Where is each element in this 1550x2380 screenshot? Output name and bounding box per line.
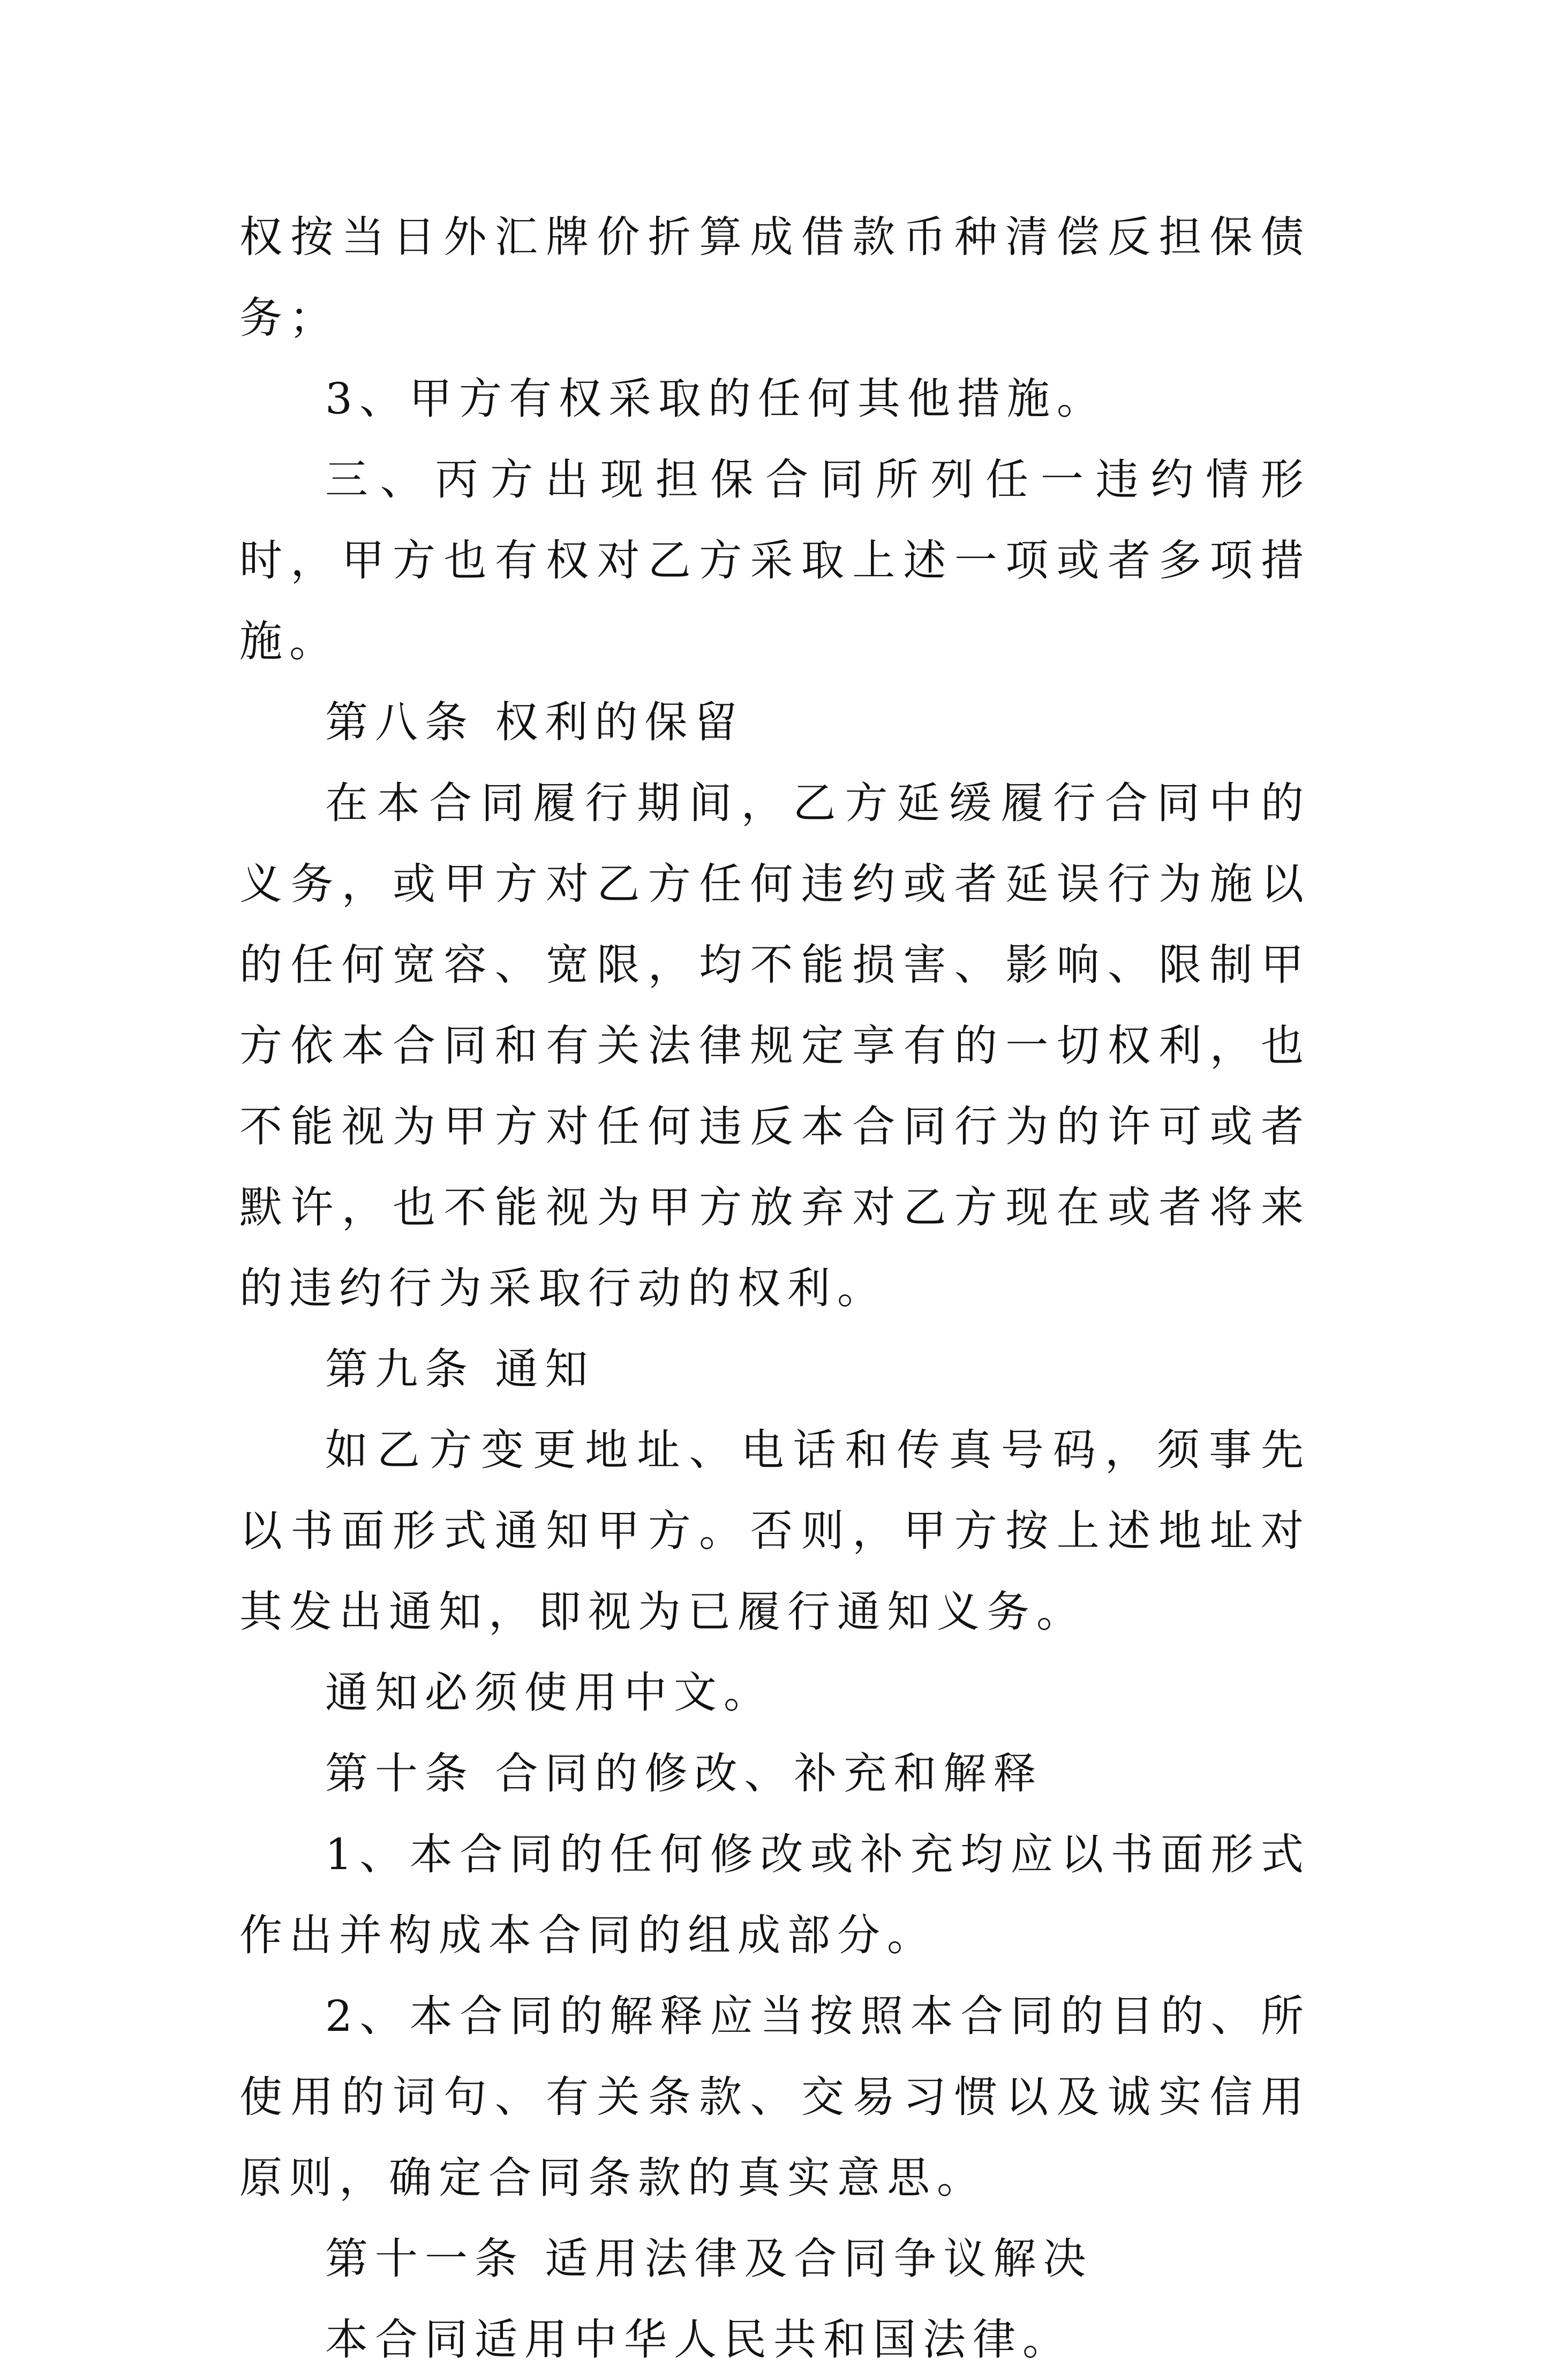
document-body xyxy=(239,197,1311,2380)
article-9-body: 如乙方变更地址、电话和传真号码，须事先以书面形式通知甲方。否则，甲方按上述地址对其发出通知，即视为已履行通知义务。 xyxy=(239,1425,1311,1637)
article-9-heading: 第九条 通知 xyxy=(325,1344,595,1394)
article-10-item-1: 1、本合同的任何修改或补充均应以书面形式作出并构成本合同的组成部分。 xyxy=(239,1829,1311,1960)
article-8-heading: 第八条 权利的保留 xyxy=(325,697,744,747)
article-10-item-2: 2、本合同的解释应当按照本合同的目的、所使用的词句、有关条款、交易习惯以及诚实信用原则，确定合同条款的真实意思。 xyxy=(239,1991,1311,2203)
article-8-body: 在本合同履行期间，乙方延缓履行合同中的义务，或甲方对乙方任何违约或者延误行为施以的任何宽容、宽限，均不能损害、影响、限制甲方依本合同和有关法律规定享有的一切权利，也不能视为甲方对任何违反本合同行为的许可或者默许，也不能视为甲方放弃对乙方现在或者将来的违约行为采取行动的权利。 xyxy=(239,778,1311,1313)
clause-item-3: 3、甲方有权采取的任何其他措施。 xyxy=(325,374,1107,424)
article-11-heading: 第十一条 适用法律及合同争议解决 xyxy=(325,2234,1093,2284)
article-11-body: 本合同适用中华人民共和国法律。 xyxy=(325,2315,1072,2364)
article-9-language: 通知必须使用中文。 xyxy=(325,1668,773,1718)
clause-section-3: 三、丙方出现担保合同所列任一违约情形时，甲方也有权对乙方采取上述一项或者多项措施。 xyxy=(239,455,1311,666)
paragraph-continuation: 权按当日外汇牌价折算成借款币种清偿反担保债务； xyxy=(239,212,1311,343)
article-10-heading: 第十条 合同的修改、补充和解释 xyxy=(325,1749,1043,1798)
